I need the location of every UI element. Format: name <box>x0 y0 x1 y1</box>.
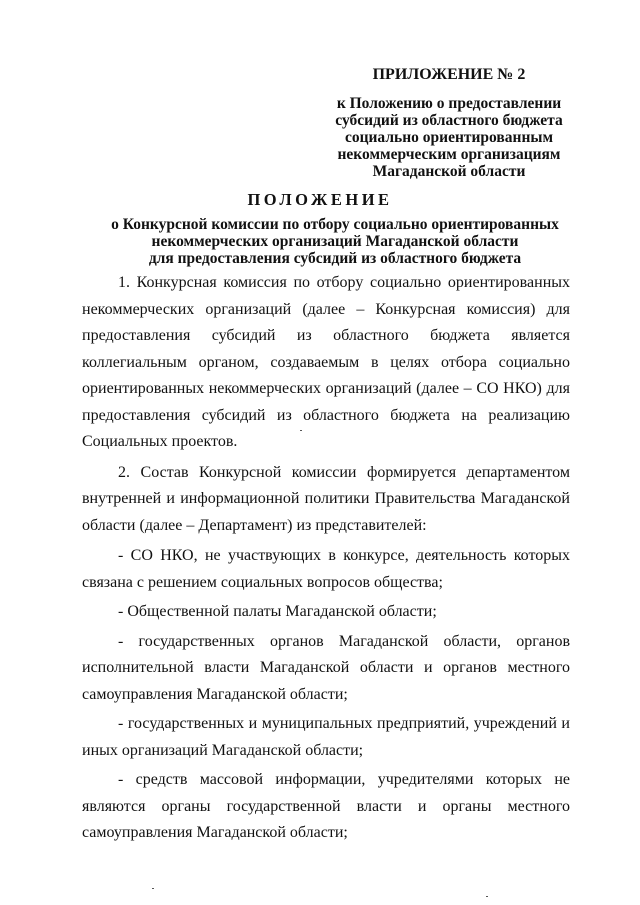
appendix-header <box>330 66 568 180</box>
paragraph-2: 2. Состав Конкурсной комиссии формируется департаментом внутренней и информационной политики Правительства Магаданской области (далее – Департамент) из представителей: <box>82 463 570 534</box>
document-body <box>82 270 570 850</box>
document-subtitle <box>85 216 585 267</box>
scan-speck <box>152 888 154 889</box>
document-title: ПОЛОЖЕНИЕ <box>247 190 393 209</box>
paragraph-1: 1. Конкурсная комиссия по отбору социально ориентированных некоммерческих организаций (далее – Конкурсная комиссия) для предоставления субсидий из областного бюджета является коллегиальным органом, создаваемым в целях отбора социально ориентированных некоммерческих организаций (далее – СО НКО) для предоставления субсидий из областного бюджета на реализацию Социальных проектов. <box>82 274 570 450</box>
list-item: - государственных и муниципальных предприятий, учреждений и иных организаций Магаданской области; <box>82 715 570 759</box>
list-item: - средств массовой информации, учредителями которых не являются органы государственной власти и органы местного самоуправления Магаданской области; <box>82 771 570 841</box>
list-item: - СО НКО, не участвующих в конкурсе, деятельность которых связана с решением социальных вопросов общества; <box>82 547 570 591</box>
appendix-line: к Положению о предоставлении <box>336 95 562 112</box>
scan-speck <box>300 430 302 431</box>
appendix-line: социально ориентированным <box>344 129 554 146</box>
scan-speck <box>486 896 488 897</box>
appendix-line: Магаданской области <box>372 163 526 180</box>
subtitle-line: некоммерческих организаций Магаданской области <box>151 233 519 250</box>
list-item: - Общественной палаты Магаданской области; <box>118 603 437 620</box>
appendix-number: ПРИЛОЖЕНИЕ № 2 <box>372 66 526 83</box>
list-item: - государственных органов Магаданской области, органов исполнительной власти Магаданской области и органов местного самоуправления Магаданской области; <box>82 632 570 703</box>
appendix-line: субсидий из областного бюджета <box>335 112 563 129</box>
appendix-line: некоммерческим организациям <box>337 146 561 163</box>
subtitle-line: для предоставления субсидий из областного бюджета <box>148 250 522 267</box>
subtitle-line: о Конкурсной комиссии по отбору социально ориентированных <box>111 216 559 233</box>
